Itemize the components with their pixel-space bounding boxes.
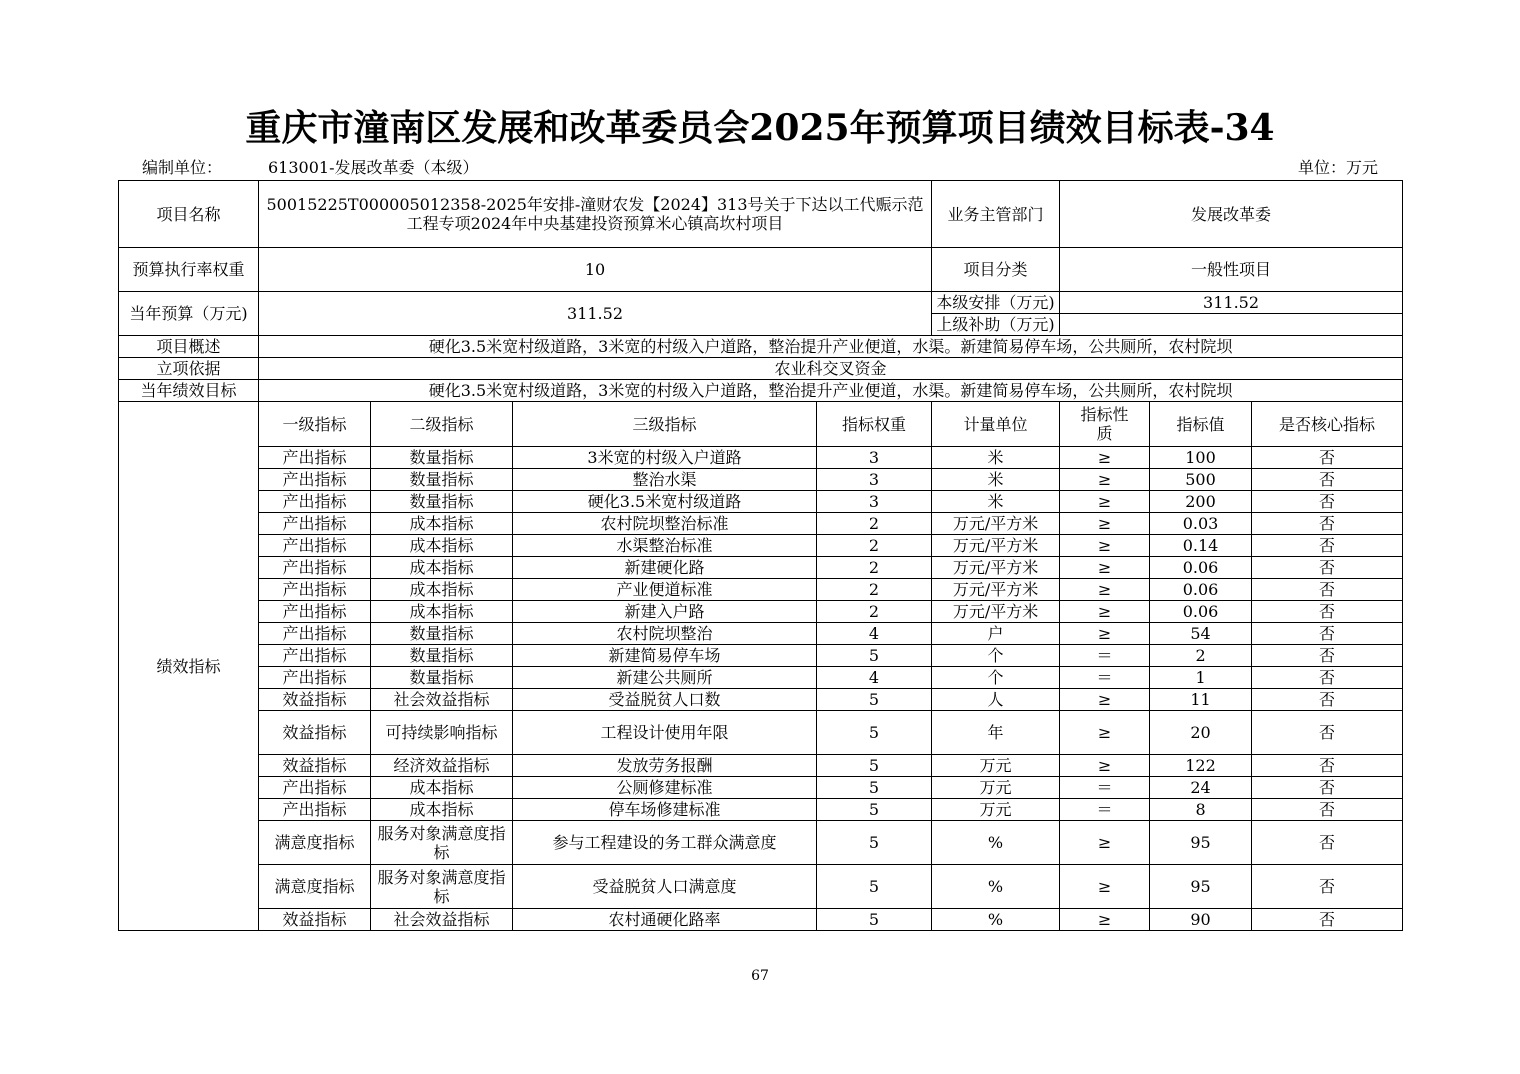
goal-label: 当年绩效目标 (119, 380, 259, 402)
table-row (119, 667, 1403, 689)
indicator-weight-cell: 5 (817, 755, 932, 777)
indicator-level2-cell: 可持续影响指标 (371, 711, 513, 755)
page-number: 67 (751, 968, 769, 984)
dept-value: 发展改革委 (1060, 181, 1403, 248)
indicator-level3-cell: 农村通硬化路率 (513, 909, 817, 931)
indicator-core-cell: 否 (1252, 491, 1403, 513)
indicator-level3-cell: 农村院坝整治标准 (513, 513, 817, 535)
indicator-unit-cell: 万元/平方米 (932, 557, 1060, 579)
header-weight: 指标权重 (817, 402, 932, 447)
header-unit: 计量单位 (932, 402, 1060, 447)
project-name-value: 50015225T000005012358-2025年安排-潼财农发【2024】313号关于下达以工代赈示范工程专项2024年中央基建投资预算米心镇高坎村项目 (259, 181, 932, 248)
category-value: 一般性项目 (1060, 248, 1403, 292)
header-value: 指标值 (1150, 402, 1252, 447)
indicator-value-cell: 95 (1150, 821, 1252, 865)
indicator-level1-cell: 产出指标 (259, 557, 371, 579)
indicator-core-cell: 否 (1252, 535, 1403, 557)
indicator-level1-cell: 产出指标 (259, 601, 371, 623)
indicator-unit-cell: 个 (932, 667, 1060, 689)
indicator-nature-cell: ≥ (1060, 469, 1150, 491)
table-row (119, 469, 1403, 491)
indicator-unit-cell: 万元 (932, 777, 1060, 799)
indicator-unit-cell: 个 (932, 645, 1060, 667)
indicator-unit-cell: 人 (932, 689, 1060, 711)
indicator-level1-cell: 产出指标 (259, 535, 371, 557)
indicator-value-cell: 0.06 (1150, 601, 1252, 623)
table-row (119, 447, 1403, 469)
indicator-value-cell: 90 (1150, 909, 1252, 931)
indicator-level2-cell: 成本指标 (371, 513, 513, 535)
overview-value: 硬化3.5米宽村级道路，3米宽的村级入户道路，整治提升产业便道，水渠。新建简易停车场，公共厕所，农村院坝 (259, 336, 1403, 358)
indicator-weight-cell: 3 (817, 447, 932, 469)
indicator-core-cell: 否 (1252, 777, 1403, 799)
indicator-level3-cell: 受益脱贫人口数 (513, 689, 817, 711)
indicator-level2-cell: 数量指标 (371, 623, 513, 645)
indicator-level1-cell: 效益指标 (259, 689, 371, 711)
table-row (119, 799, 1403, 821)
indicator-nature-cell: ≥ (1060, 513, 1150, 535)
indicator-level1-cell: 产出指标 (259, 447, 371, 469)
indicator-core-cell: 否 (1252, 623, 1403, 645)
indicator-unit-cell: 万元/平方米 (932, 579, 1060, 601)
compile-unit-value: 613001-发展改革委（本级） (268, 158, 479, 177)
indicator-unit-cell: 万元/平方米 (932, 535, 1060, 557)
indicator-level1-cell: 效益指标 (259, 711, 371, 755)
indicator-label: 绩效指标 (119, 402, 259, 931)
indicator-nature-cell: ≥ (1060, 447, 1150, 469)
indicator-level2-cell: 数量指标 (371, 645, 513, 667)
indicator-nature-cell: ≥ (1060, 535, 1150, 557)
dept-label: 业务主管部门 (932, 181, 1060, 248)
indicator-value-cell: 500 (1150, 469, 1252, 491)
indicator-value-cell: 1 (1150, 667, 1252, 689)
indicator-unit-cell: % (932, 865, 1060, 909)
indicator-level1-cell: 产出指标 (259, 777, 371, 799)
indicator-nature-cell: ≥ (1060, 491, 1150, 513)
indicator-weight-cell: 5 (817, 689, 932, 711)
indicator-level2-cell: 数量指标 (371, 469, 513, 491)
weight-value: 10 (259, 248, 932, 292)
indicator-value-cell: 0.03 (1150, 513, 1252, 535)
indicator-unit-cell: % (932, 909, 1060, 931)
indicator-level2-cell: 社会效益指标 (371, 689, 513, 711)
indicator-level3-cell: 农村院坝整治 (513, 623, 817, 645)
indicator-value-cell: 95 (1150, 865, 1252, 909)
indicator-level1-cell: 产出指标 (259, 513, 371, 535)
indicator-unit-cell: 万元/平方米 (932, 513, 1060, 535)
indicator-nature-cell: ≥ (1060, 865, 1150, 909)
indicator-level1-cell: 满意度指标 (259, 821, 371, 865)
table-row (119, 491, 1403, 513)
indicator-core-cell: 否 (1252, 689, 1403, 711)
indicator-level1-cell: 产出指标 (259, 799, 371, 821)
table-row (119, 777, 1403, 799)
indicator-weight-cell: 2 (817, 601, 932, 623)
indicator-level3-cell: 新建硬化路 (513, 557, 817, 579)
indicator-level2-cell: 数量指标 (371, 667, 513, 689)
indicator-level2-cell: 服务对象满意度指标 (371, 821, 513, 865)
indicator-weight-cell: 2 (817, 557, 932, 579)
indicator-core-cell: 否 (1252, 469, 1403, 491)
indicator-value-cell: 11 (1150, 689, 1252, 711)
indicator-level3-cell: 新建公共厕所 (513, 667, 817, 689)
indicator-weight-cell: 5 (817, 777, 932, 799)
weight-label: 预算执行率权重 (119, 248, 259, 292)
header-level2: 二级指标 (371, 402, 513, 447)
table-row (119, 513, 1403, 535)
local-value: 311.52 (1060, 292, 1403, 314)
indicator-core-cell: 否 (1252, 513, 1403, 535)
indicator-level2-cell: 成本指标 (371, 601, 513, 623)
indicator-core-cell: 否 (1252, 865, 1403, 909)
indicator-level1-cell: 满意度指标 (259, 865, 371, 909)
indicator-level2-cell: 数量指标 (371, 491, 513, 513)
indicator-value-cell: 0.06 (1150, 579, 1252, 601)
table-row (119, 755, 1403, 777)
page-title: 重庆市潼南区发展和改革委员会2025年预算项目绩效目标表-34 (245, 107, 1275, 149)
table-row (119, 821, 1403, 865)
indicator-level3-cell: 产业便道标准 (513, 579, 817, 601)
indicator-level3-cell: 硬化3.5米宽村级道路 (513, 491, 817, 513)
goal-row (119, 380, 1403, 402)
indicator-unit-cell: 年 (932, 711, 1060, 755)
indicator-weight-cell: 5 (817, 711, 932, 755)
indicator-nature-cell: ＝ (1060, 777, 1150, 799)
indicator-nature-cell: ≥ (1060, 755, 1150, 777)
basis-label: 立项依据 (119, 358, 259, 380)
indicator-value-cell: 0.14 (1150, 535, 1252, 557)
table-row (119, 623, 1403, 645)
goal-value: 硬化3.5米宽村级道路，3米宽的村级入户道路，整治提升产业便道，水渠。新建简易停车场，公共厕所，农村院坝 (259, 380, 1403, 402)
budget-row (119, 292, 1403, 314)
indicator-header-row (119, 402, 1403, 447)
weight-row (119, 248, 1403, 292)
indicator-core-cell: 否 (1252, 557, 1403, 579)
indicator-nature-cell: ≥ (1060, 821, 1150, 865)
upper-value (1060, 314, 1403, 336)
table-row (119, 909, 1403, 931)
indicator-level3-cell: 停车场修建标准 (513, 799, 817, 821)
indicator-nature-cell: ≥ (1060, 623, 1150, 645)
indicator-core-cell: 否 (1252, 755, 1403, 777)
indicator-level3-cell: 公厕修建标准 (513, 777, 817, 799)
indicator-nature-cell: ≥ (1060, 689, 1150, 711)
indicator-unit-cell: % (932, 821, 1060, 865)
indicator-level1-cell: 产出指标 (259, 469, 371, 491)
indicator-nature-cell: ≥ (1060, 711, 1150, 755)
project-name-row (119, 181, 1403, 248)
indicator-core-cell: 否 (1252, 645, 1403, 667)
indicator-value-cell: 100 (1150, 447, 1252, 469)
indicator-weight-cell: 5 (817, 865, 932, 909)
indicator-weight-cell: 3 (817, 469, 932, 491)
indicator-nature-cell: ＝ (1060, 799, 1150, 821)
indicator-level2-cell: 成本指标 (371, 579, 513, 601)
indicator-nature-cell: ＝ (1060, 667, 1150, 689)
indicator-core-cell: 否 (1252, 601, 1403, 623)
project-name-label: 项目名称 (119, 181, 259, 248)
indicator-value-cell: 0.06 (1150, 557, 1252, 579)
performance-table (118, 180, 1403, 931)
indicator-level3-cell: 整治水渠 (513, 469, 817, 491)
indicator-core-cell: 否 (1252, 799, 1403, 821)
indicator-unit-cell: 万元 (932, 755, 1060, 777)
indicator-nature-cell: ≥ (1060, 579, 1150, 601)
indicator-core-cell: 否 (1252, 909, 1403, 931)
indicator-nature-cell: ＝ (1060, 645, 1150, 667)
indicator-level1-cell: 产出指标 (259, 623, 371, 645)
indicator-nature-cell: ≥ (1060, 909, 1150, 931)
category-label: 项目分类 (932, 248, 1060, 292)
indicator-level3-cell: 受益脱贫人口满意度 (513, 865, 817, 909)
indicator-value-cell: 24 (1150, 777, 1252, 799)
indicator-core-cell: 否 (1252, 821, 1403, 865)
indicator-value-cell: 54 (1150, 623, 1252, 645)
indicator-unit-cell: 户 (932, 623, 1060, 645)
indicator-nature-cell: ≥ (1060, 557, 1150, 579)
basis-row (119, 358, 1403, 380)
indicator-core-cell: 否 (1252, 667, 1403, 689)
indicator-core-cell: 否 (1252, 579, 1403, 601)
table-row (119, 601, 1403, 623)
indicator-level1-cell: 产出指标 (259, 579, 371, 601)
local-label: 本级安排（万元) (932, 292, 1060, 314)
table-row (119, 689, 1403, 711)
header-core: 是否核心指标 (1252, 402, 1403, 447)
indicator-level1-cell: 效益指标 (259, 755, 371, 777)
indicator-unit-cell: 万元/平方米 (932, 601, 1060, 623)
indicator-unit-cell: 万元 (932, 799, 1060, 821)
indicator-level2-cell: 社会效益指标 (371, 909, 513, 931)
indicator-level1-cell: 效益指标 (259, 909, 371, 931)
indicator-level2-cell: 成本指标 (371, 777, 513, 799)
indicator-core-cell: 否 (1252, 447, 1403, 469)
indicator-nature-cell: ≥ (1060, 601, 1150, 623)
indicator-weight-cell: 4 (817, 623, 932, 645)
indicator-unit-cell: 米 (932, 491, 1060, 513)
indicator-level3-cell: 发放劳务报酬 (513, 755, 817, 777)
indicator-level2-cell: 数量指标 (371, 447, 513, 469)
indicator-level1-cell: 产出指标 (259, 667, 371, 689)
indicator-level2-cell: 服务对象满意度指标 (371, 865, 513, 909)
indicator-value-cell: 122 (1150, 755, 1252, 777)
indicator-value-cell: 8 (1150, 799, 1252, 821)
indicator-weight-cell: 5 (817, 821, 932, 865)
indicator-level3-cell: 水渠整治标准 (513, 535, 817, 557)
table-row (119, 645, 1403, 667)
unit-label: 单位：万元 (1298, 158, 1379, 177)
indicator-unit-cell: 米 (932, 447, 1060, 469)
indicator-level1-cell: 产出指标 (259, 645, 371, 667)
indicator-level3-cell: 新建入户路 (513, 601, 817, 623)
upper-label: 上级补助（万元) (932, 314, 1060, 336)
indicator-weight-cell: 2 (817, 579, 932, 601)
table-row (119, 535, 1403, 557)
compile-unit-label: 编制单位： (142, 158, 223, 177)
indicator-level3-cell: 参与工程建设的务工群众满意度 (513, 821, 817, 865)
indicator-weight-cell: 5 (817, 909, 932, 931)
table-row (119, 865, 1403, 909)
header-level1: 一级指标 (259, 402, 371, 447)
indicator-value-cell: 200 (1150, 491, 1252, 513)
indicator-weight-cell: 3 (817, 491, 932, 513)
table-row (119, 579, 1403, 601)
indicator-level1-cell: 产出指标 (259, 491, 371, 513)
indicator-level2-cell: 成本指标 (371, 799, 513, 821)
indicator-level3-cell: 工程设计使用年限 (513, 711, 817, 755)
overview-label: 项目概述 (119, 336, 259, 358)
indicator-weight-cell: 4 (817, 667, 932, 689)
indicator-weight-cell: 5 (817, 645, 932, 667)
budget-value: 311.52 (259, 292, 932, 336)
indicator-unit-cell: 米 (932, 469, 1060, 491)
indicator-weight-cell: 5 (817, 799, 932, 821)
indicator-level2-cell: 成本指标 (371, 535, 513, 557)
overview-row (119, 336, 1403, 358)
header-nature: 指标性质 (1060, 402, 1150, 447)
table-row (119, 557, 1403, 579)
indicator-level2-cell: 成本指标 (371, 557, 513, 579)
indicator-weight-cell: 2 (817, 513, 932, 535)
indicator-core-cell: 否 (1252, 711, 1403, 755)
basis-value: 农业科交叉资金 (259, 358, 1403, 380)
indicator-level3-cell: 新建简易停车场 (513, 645, 817, 667)
header-level3: 三级指标 (513, 402, 817, 447)
indicator-value-cell: 20 (1150, 711, 1252, 755)
indicator-weight-cell: 2 (817, 535, 932, 557)
indicator-level2-cell: 经济效益指标 (371, 755, 513, 777)
indicator-level3-cell: 3米宽的村级入户道路 (513, 447, 817, 469)
indicator-value-cell: 2 (1150, 645, 1252, 667)
budget-label: 当年预算（万元) (119, 292, 259, 336)
table-row (119, 711, 1403, 755)
